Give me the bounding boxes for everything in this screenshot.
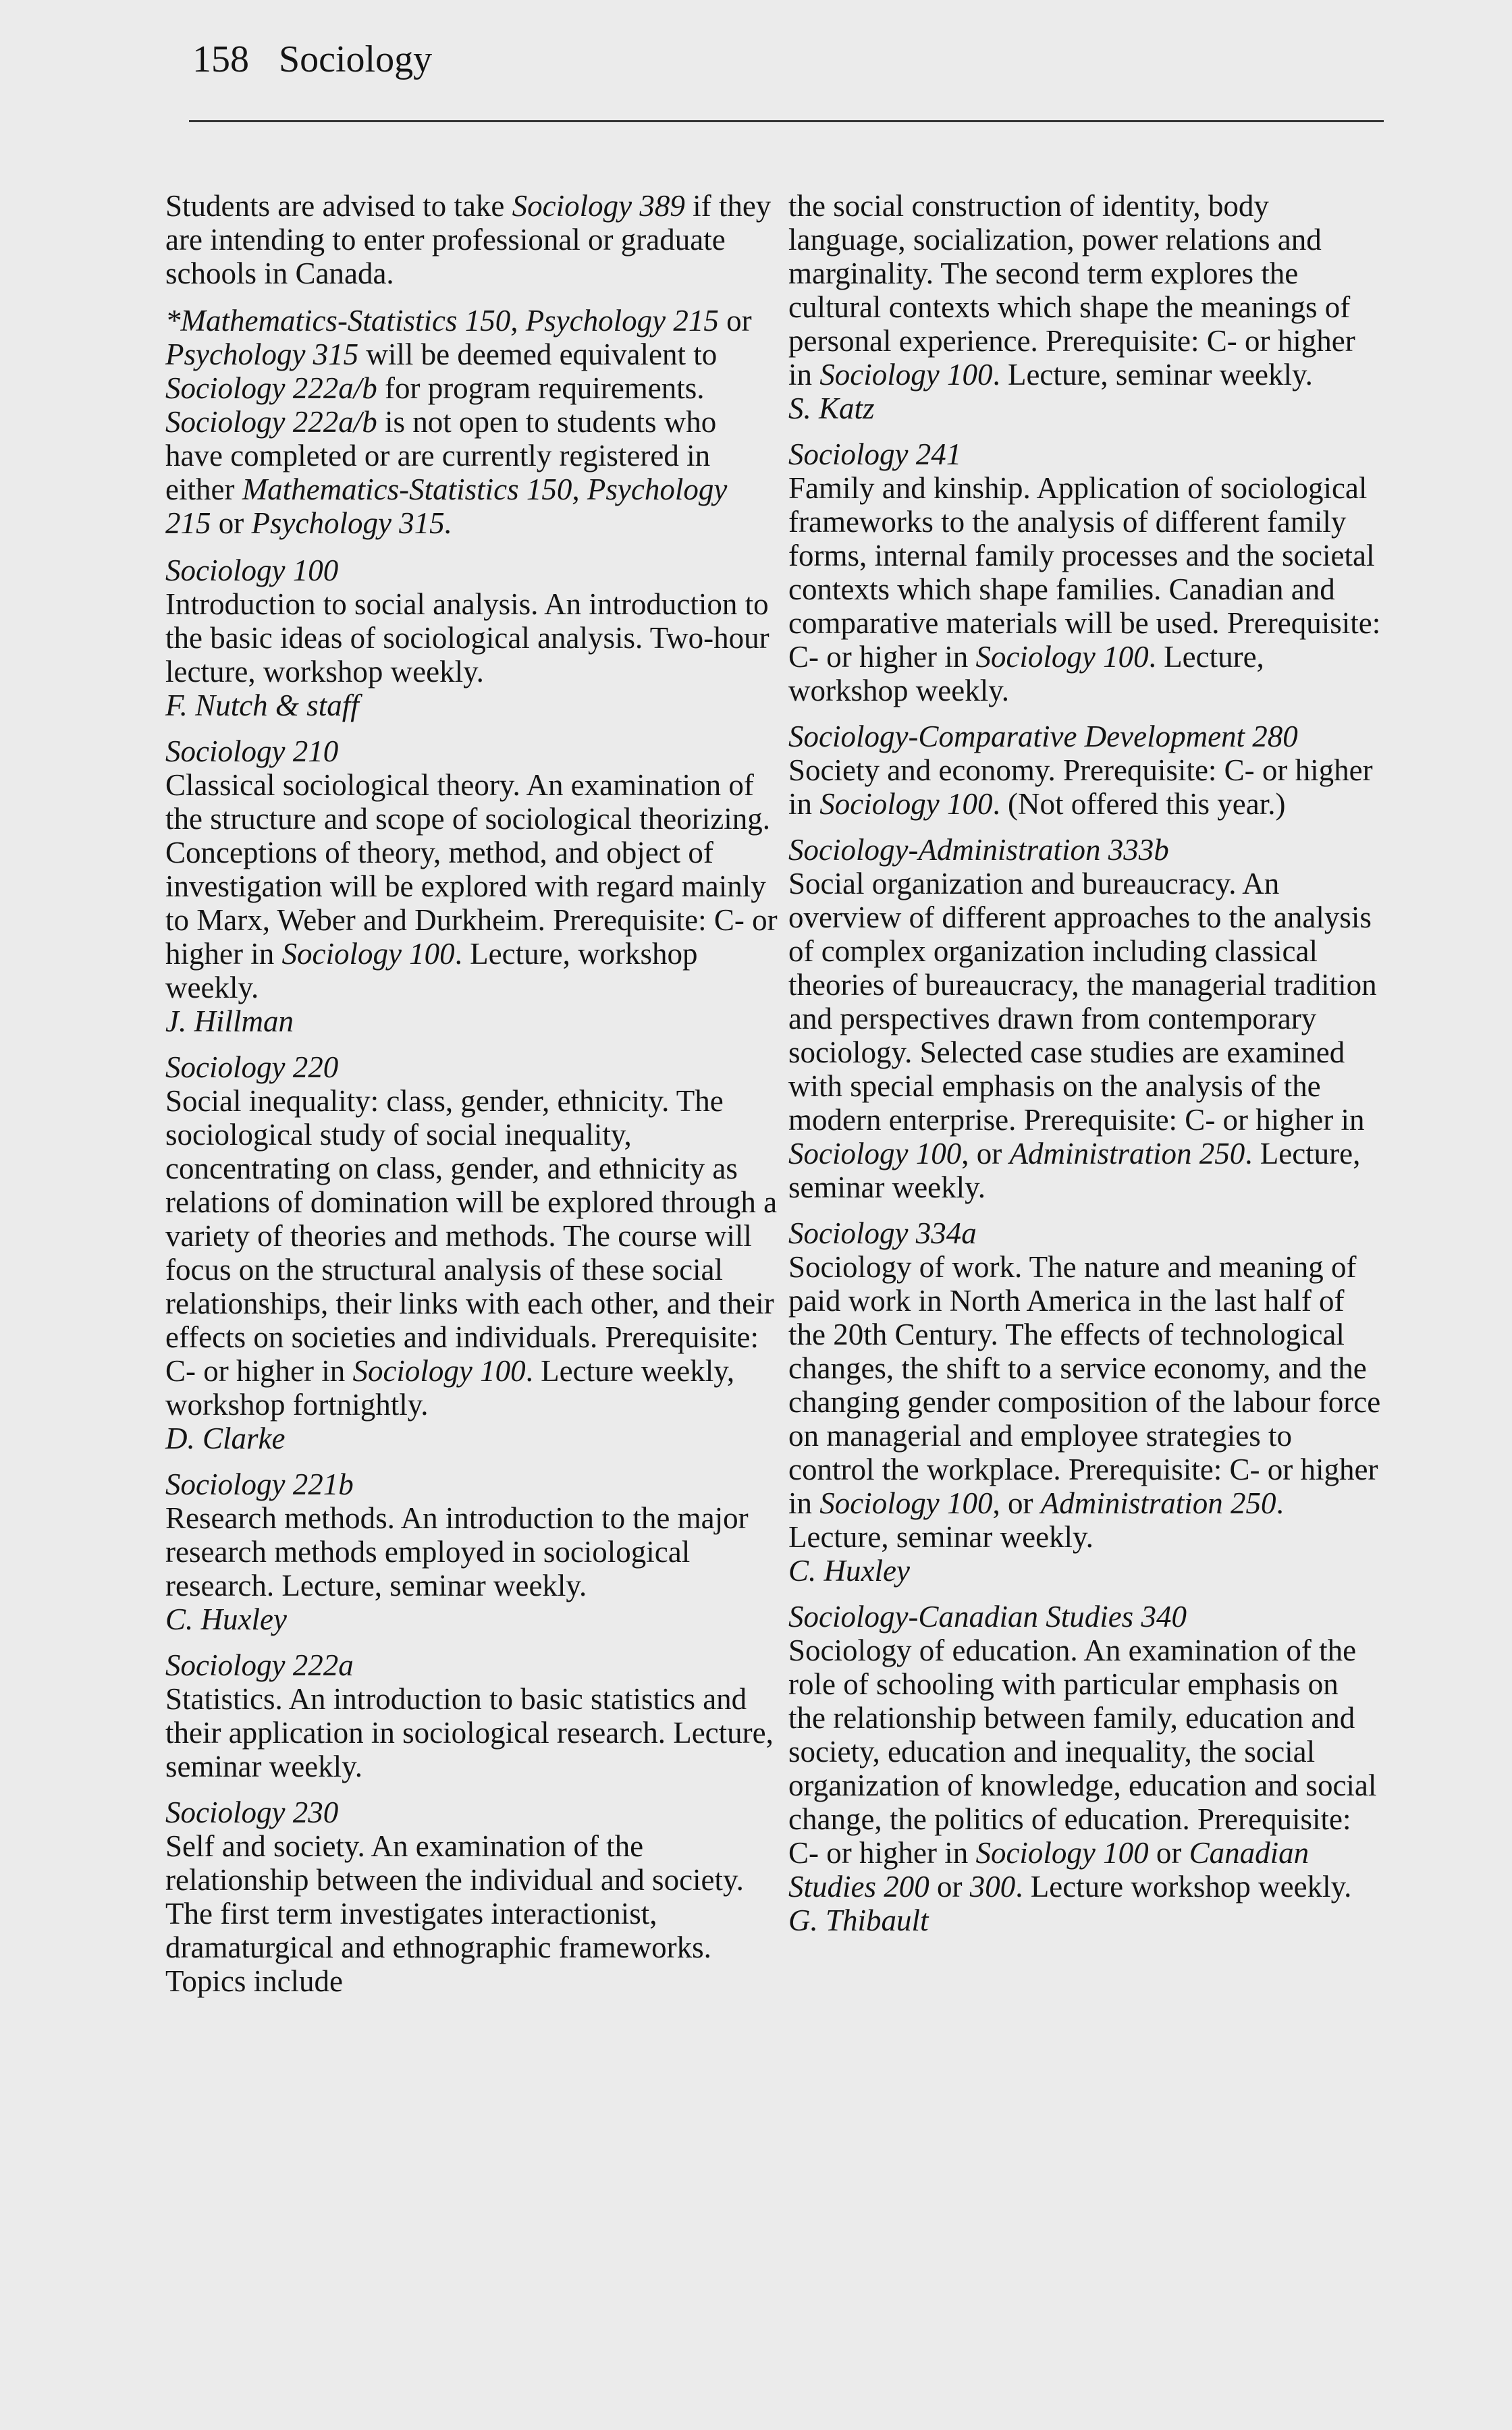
right-column [788,189,1382,1949]
text-segment: Social organization and bureaucracy. An overview of different approaches to the analysis of complex organization including classical theories of bureaucracy, the managerial tradition and perspectives drawn from contemporary sociology. Selected case studies are examined with special emphasis on the analysis of the modern enterprise. Prerequisite: C- or higher in [788,867,1377,1137]
program-notes [165,189,780,540]
course-code: Sociology-Administration 333b [788,833,1169,867]
text-segment: Introduction to social analysis. An introduction to the basic ideas of sociological analysis. Two-hour lecture, workshop weekly. [165,587,770,688]
text-segment: will be deemed equivalent to [358,338,718,371]
text-segment: , or [992,1486,1041,1520]
course-continuation [788,189,1382,425]
course-code: Sociology 221b [165,1467,354,1501]
course-description [165,1501,780,1602]
course-code: Sociology-Canadian Studies 340 [788,1600,1187,1634]
course-reference: Sociology 100 [975,1836,1149,1870]
course-reference: Administration 250 [1009,1137,1245,1170]
text-segment: . Lecture weekly, workshop fortnightly. [165,1354,735,1422]
course-description [165,1084,780,1422]
text-segment: Sociology of education. An examination of the role of schooling with particular emphasis on the relationship between family, education and society, education and inequality, the social organization of knowledge, education and social change, the politics of education. Prerequisite: C- or higher in [788,1634,1377,1870]
text-segment: if they are intending to enter professional or graduate schools in Canada. [165,189,772,290]
course-reference: 300 [969,1870,1016,1904]
text-segment: Statistics. An introduction to basic statistics and their application in sociological research. Lecture, seminar weekly. [165,1682,774,1783]
course-reference: Mathematics-Statistics 150, Psychology 215 [165,473,728,540]
course-reference: Psychology 315. [251,506,452,540]
section-title: Sociology [279,38,433,80]
text-segment: is not open to students who have completed or are currently registered in either [165,405,717,506]
course-reference: Sociology 100 [819,787,993,821]
program-note [165,189,780,290]
course-reference: Psychology 315 [165,338,359,371]
text-segment: . Lecture, seminar weekly. [992,358,1313,392]
course-reference: Sociology 100 [281,937,455,971]
course-instructor: C. Huxley [788,1554,910,1588]
page-number: 158 [192,38,249,80]
text-segment: , or [961,1137,1010,1170]
course-reference: Sociology 222a/b [165,371,377,405]
course-entry [788,833,1382,1204]
text-segment: Research methods. An introduction to the major research methods employed in sociological research. Lecture, seminar weekly. [165,1501,749,1602]
course-reference: Administration 250 [1040,1486,1276,1520]
text-segment: or [211,506,252,540]
text-segment: . Lecture, workshop weekly. [788,640,1264,707]
text-segment: Social inequality: class, gender, ethnicity. The sociological study of social inequality, concentrating on class, gender, and ethnicity as relations of domination will be explored through a variety of theories and methods. The course will focus on the structural analysis of these social relationships, their links with each other, and their effects on societies and individuals. Prerequisite: C- or higher in [165,1084,778,1388]
course-description [165,768,780,1004]
course-code: Sociology 100 [165,554,339,587]
text-segment: . Lecture, seminar weekly. [788,1486,1284,1554]
text-segment: Students are advised to take [165,189,512,223]
continuation-instructor: S. Katz [788,392,875,425]
course-instructor: F. Nutch & staff [165,688,359,722]
course-entry [788,1600,1382,1937]
running-header [192,32,432,86]
course-description [165,1829,780,1998]
course-reference: *Mathematics-Statistics 150, Psychology 215 [165,304,719,338]
text-segment: . (Not offered this year.) [992,787,1286,821]
course-code: Sociology 241 [788,437,962,471]
course-code: Sociology 210 [165,734,339,768]
course-entry [788,437,1382,707]
text-segment: Family and kinship. Application of sociological frameworks to the analysis of different family forms, internal family processes and the societal contexts which shape families. Canadian and comparative materials will be used. Prerequisite: C- or higher in [788,471,1381,674]
course-code: Sociology 230 [165,1796,339,1829]
course-description [788,1634,1382,1904]
text-segment: or [929,1870,970,1904]
text-segment: Self and society. An examination of the relationship between the individual and society. The first term investigates interactionist, dramaturgical and ethnographic frameworks. Topics include [165,1829,744,1998]
course-description [788,867,1382,1204]
course-code: Sociology 334a [788,1216,977,1250]
course-entry [165,734,780,1038]
course-instructor: G. Thibault [788,1904,929,1937]
course-reference: Sociology 100 [975,640,1149,674]
course-description [165,587,780,688]
course-code: Sociology 220 [165,1050,339,1084]
text-segment: Society and economy. Prerequisite: C- or higher in [788,753,1373,821]
course-list-left [165,554,780,1998]
left-column [165,189,780,2010]
program-note [165,304,780,540]
header-rule [189,120,1384,122]
course-instructor: C. Huxley [165,1602,287,1636]
course-entry [788,720,1382,821]
text-segment: or [1148,1836,1189,1870]
course-reference: Sociology 100 [352,1354,526,1388]
course-reference: Sociology 100 [819,358,993,392]
course-code: Sociology-Comparative Development 280 [788,720,1298,753]
text-segment: Sociology of work. The nature and meaning of paid work in North America in the last half of the 20th Century. The effects of technological changes, the shift to a service economy, and the changing gender composition of the labour force on managerial and employee strategies to control the workplace. Prerequisite: C- or higher in [788,1250,1381,1520]
course-entry [788,1216,1382,1588]
text-segment: . Lecture workshop weekly. [1015,1870,1352,1904]
continuation-description [788,189,1382,392]
course-entry [165,1648,780,1783]
course-instructor: D. Clarke [165,1422,286,1455]
course-entry [165,1796,780,1998]
text-segment: . Lecture, workshop weekly. [165,937,698,1004]
course-entry [165,1467,780,1636]
text-segment: the social construction of identity, body language, socialization, power relations and marginality. The second term explores the cultural contexts which shape the meanings of personal experience. Prerequisite: C- or higher in [788,189,1355,392]
course-description [788,753,1382,821]
course-description [165,1682,780,1783]
course-description [788,1250,1382,1554]
course-reference: Sociology 222a/b [165,405,377,439]
course-entry [165,554,780,722]
course-reference: Sociology 100 [819,1486,993,1520]
course-reference: Sociology 100 [788,1137,962,1170]
text-segment: or [718,304,752,338]
text-segment: for program requirements. [377,371,705,405]
text-segment: . Lecture, seminar weekly. [788,1137,1361,1204]
course-entry [165,1050,780,1455]
course-code: Sociology 222a [165,1648,354,1682]
course-reference: Sociology 389 [512,189,685,223]
course-reference: Canadian Studies 200 [788,1836,1310,1904]
course-description [788,471,1382,707]
course-instructor: J. Hillman [165,1004,294,1038]
text-segment: Classical sociological theory. An examination of the structure and scope of sociological theorizing. Conceptions of theory, method, and object of investigation will be explored with regard mainly to Marx, Weber and Durkheim. Prerequisite: C- or higher in [165,768,778,971]
course-list-right [788,437,1382,1937]
